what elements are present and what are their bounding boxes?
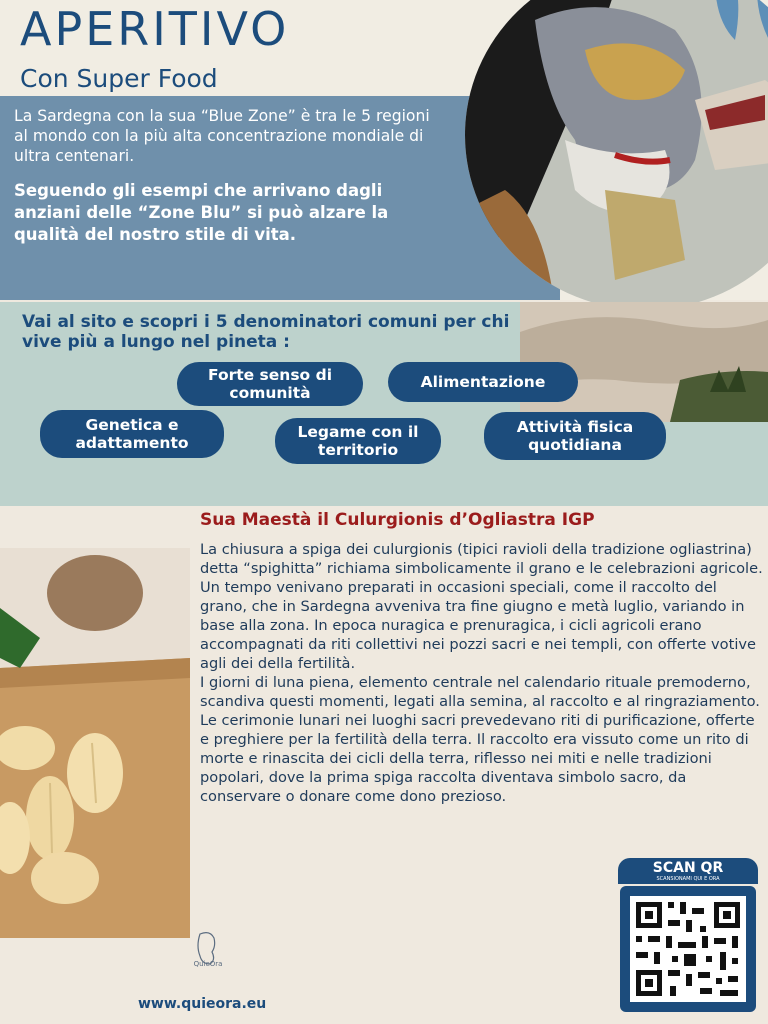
page-title: APERITIVO [20,2,290,56]
qr-code[interactable] [620,886,756,1012]
qr-caption: SCANSIONAMI QUI E ORA [656,876,720,882]
denominator-activity: Attività fisica quotidiana [484,412,666,460]
denominator-genetics: Genetica e adattamento [40,410,224,458]
article-title: Sua Maestà il Culurgionis d’Ogliastra IGP [200,510,595,530]
denominator-community: Forte senso di comunità [177,362,363,406]
denominator-territory: Legame con il territorio [275,418,441,464]
culurgionis-photo [0,548,190,938]
article-paragraph-1: La chiusura a spiga dei culurgionis (tipici ravioli della tradizione ogliastrina) detta “spighitta” richiama simbolicamente il grano e le celebrazioni agricole. Un tempo venivano preparati in occasioni speciali, come il raccolto del grano, che in Sardegna avveniva tra fine giugno e metà luglio, variando in base alla zona. In epoca nuragica e prenuragica, i cicli agricoli erano accompagnati da riti collettivi nei pozzi sacri e nei templi, con offerte votive agli dei della fertilità. [200,541,763,672]
denominators-heading: Vai al sito e scopri i 5 denominatori comuni per chi vive più a lungo nel pineta : [22,312,510,352]
intro-paragraph: La Sardegna con la sua “Blue Zone” è tra le 5 regioni al mondo con la più alta concentrazione mondiale di ultra centenari. [14,107,430,165]
qr-title: SCAN QR [652,860,724,876]
website-link[interactable]: www.quieora.eu [138,996,267,1012]
intro-highlight: Seguendo gli esempi che arrivano dagli anziani delle “Zone Blu” si può alzare la qualità del nostro stile di vita. [14,181,389,244]
article-paragraph-2: I giorni di luna piena, elemento centrale nel calendario rituale premoderno, scandiva questi momenti, legati alla semina, al raccolto e al ringraziamento. Le cerimonie lunari nei luoghi sacri prevedevano riti di purificazione, offerte e preghiere per la fertilità della terra. Il raccolto era vissuto come un rito di morte e rinascita dei cicli della terra, riflesso nei miti e nelle tradizioni popolari, dove la prima spiga raccolta diventava simbolo sacro, da conservare o donare come dono prezioso. [200,674,760,805]
article-body [200,540,766,806]
page-subtitle: Con Super Food [20,64,218,93]
logo-text: QuieOra [193,960,223,968]
denominator-food: Alimentazione [388,362,578,402]
qr-header [618,858,758,884]
quieora-logo [186,930,230,980]
